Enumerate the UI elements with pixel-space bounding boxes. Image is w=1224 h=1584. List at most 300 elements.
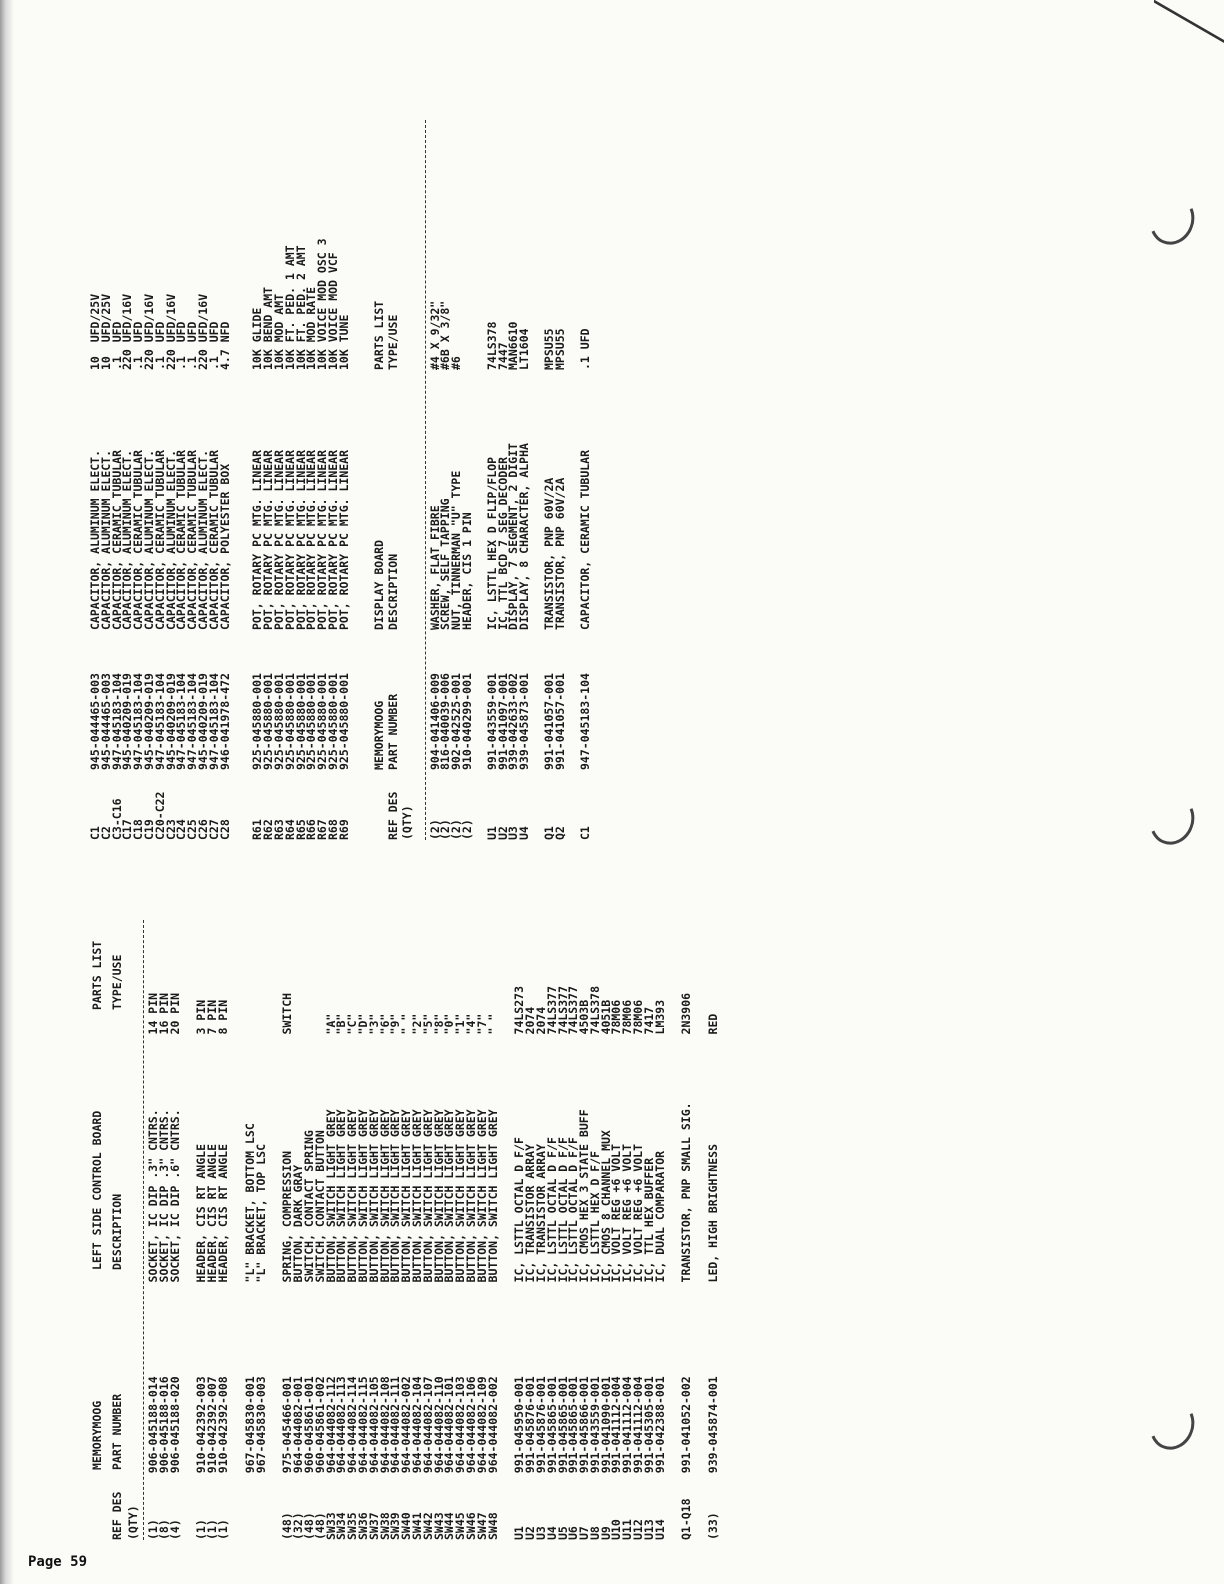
part-number-cell: 964-044082-113 bbox=[334, 1376, 349, 1474]
description-cell: TRANSISTOR, PNP 60V/2A bbox=[552, 477, 567, 630]
type-use-cell: 78M06 bbox=[620, 999, 635, 1035]
type-use-cell: SWITCH bbox=[280, 992, 295, 1035]
part-number-cell: 991-041112-004 bbox=[631, 1376, 646, 1474]
part-number-cell: 967-045830-001 bbox=[242, 1376, 257, 1474]
description-cell: SOCKET, IC DIP .6" CNTRS. bbox=[167, 1109, 182, 1283]
type-use-cell: " " bbox=[485, 1013, 500, 1035]
ref-des-cell: R67 bbox=[315, 819, 330, 840]
description-cell: HEADER, CIS RT ANGLE bbox=[205, 1143, 220, 1283]
description-cell: IC, DUAL COMPARATOR bbox=[652, 1150, 667, 1283]
part-number-cell: 947-045183-104 bbox=[577, 673, 592, 770]
type-use-cell: "D" bbox=[355, 1013, 370, 1035]
description-cell: POT, ROTARY PC MTG. LINEAR bbox=[315, 449, 330, 630]
ref-des-cell: C24 bbox=[174, 819, 189, 840]
description-cell: IC, LSTTL HEX D FLIP/FLOP bbox=[484, 456, 499, 630]
part-number-cell: 991-045876-001 bbox=[533, 1376, 548, 1474]
description-cell: IC, LSTTL OCTAL D F/F bbox=[566, 1137, 581, 1283]
part-number-cell: 964-044082-111 bbox=[388, 1376, 403, 1474]
part-number-cell: 939-042633-002 bbox=[506, 673, 521, 770]
part-number-cell: 991-045305-001 bbox=[641, 1376, 656, 1474]
ref-des-cell: SW44 bbox=[442, 1512, 457, 1540]
part-number-cell: 925-045880-001 bbox=[325, 673, 340, 770]
part-number-cell: 975-045466-001 bbox=[280, 1376, 295, 1474]
ref-des-cell: C27 bbox=[206, 819, 221, 840]
type-use-cell: "3" bbox=[366, 1013, 381, 1035]
part-number-cell: 991-041057-001 bbox=[541, 673, 556, 770]
part-number-cell: 904-041406-009 bbox=[427, 673, 442, 770]
part-number-cell: 991-041112-004 bbox=[609, 1376, 624, 1474]
description-cell: BUTTON, SWITCH LIGHT GREY bbox=[334, 1109, 349, 1283]
type-use-cell: " " bbox=[399, 1013, 414, 1035]
description-cell: SOCKET, IC DIP .3" CNTRS. bbox=[156, 1109, 171, 1283]
ref-des-cell: SW47 bbox=[474, 1512, 489, 1540]
part-number-cell: 947-045183-104 bbox=[185, 673, 200, 770]
part-number-cell: 945-040209-019 bbox=[120, 673, 135, 770]
description-cell: HEADER, CIS RT ANGLE bbox=[215, 1143, 230, 1283]
table-row bbox=[681, 920, 692, 1540]
col-qty-2: (QTY) bbox=[399, 805, 414, 840]
type-use-cell: #6 bbox=[449, 356, 464, 370]
type-use-cell: 14 PIN bbox=[146, 992, 160, 1035]
ref-des-cell: C28 bbox=[217, 819, 232, 840]
description-cell: NUT, TINNERMAN "U" TYPE bbox=[449, 470, 464, 630]
description-cell: SWITCH, CONTACT SPRING bbox=[301, 1130, 316, 1283]
col-type-use-2: TYPE/USE bbox=[385, 314, 400, 370]
part-number-cell: 964-044082-110 bbox=[431, 1376, 446, 1474]
table-row bbox=[217, 120, 232, 840]
part-number-cell: 947-045183-104 bbox=[131, 673, 146, 770]
part-number-cell: 906-045188-020 bbox=[167, 1376, 182, 1474]
ref-des-cell: (1) bbox=[205, 1519, 220, 1540]
ref-des-cell: (48) bbox=[301, 1512, 316, 1540]
type-use-cell: .1 UFD bbox=[131, 321, 146, 370]
ref-des-cell: C23 bbox=[163, 819, 178, 840]
part-number-cell: 946-041978-472 bbox=[217, 673, 232, 770]
description-cell: IC, TRANSISTOR ARRAY bbox=[533, 1143, 548, 1283]
type-use-cell: 74LS377 bbox=[566, 986, 581, 1035]
col-part-number-2: PART NUMBER bbox=[385, 693, 400, 770]
part-number-cell: 991-045866-001 bbox=[577, 1376, 592, 1474]
ref-des-cell: U2 bbox=[523, 1526, 538, 1540]
table-row bbox=[459, 120, 474, 840]
type-use-cell: 10K BEND AMT bbox=[261, 286, 276, 370]
ref-des-cell: R65 bbox=[293, 819, 308, 840]
description-cell: CAPACITOR, CERAMIC TUBULAR bbox=[174, 449, 189, 630]
left-parts-table bbox=[148, 920, 735, 1540]
ref-des-cell: R61 bbox=[250, 819, 265, 840]
part-number-cell: 964-044082-001 bbox=[291, 1376, 306, 1474]
scan-edge-shadow bbox=[0, 0, 14, 1584]
ref-des-cell: SW34 bbox=[334, 1512, 349, 1540]
description-cell: LED, HIGH BRIGHTNESS bbox=[706, 1143, 721, 1283]
description-cell: BUTTON, SWITCH LIGHT GREY bbox=[409, 1109, 424, 1283]
table-row bbox=[485, 920, 500, 1540]
description-cell: IC, TTL HEX BUFFER bbox=[641, 1157, 656, 1283]
type-use-cell: 10K FT. PED. 2 AMT bbox=[293, 245, 308, 370]
description-cell: CAPACITOR, ALUMINUM ELECT. bbox=[195, 449, 210, 630]
description-cell: SCREW, SELF TAPPING bbox=[438, 498, 453, 630]
description-cell: BUTTON, SWITCH LIGHT GREY bbox=[366, 1109, 381, 1283]
ref-des-cell: R68 bbox=[325, 819, 340, 840]
table-row bbox=[253, 920, 268, 1540]
ref-des-cell: (1) bbox=[194, 1519, 209, 1540]
type-use-cell: 7447 bbox=[495, 342, 510, 370]
rotated-content bbox=[90, 100, 1170, 1540]
ref-des-cell: SW39 bbox=[388, 1512, 403, 1540]
part-number-cell: 925-045880-001 bbox=[271, 673, 286, 770]
type-use-cell: 74LS377 bbox=[555, 986, 570, 1035]
pot-table bbox=[252, 120, 349, 840]
type-use-cell: 10K MOD RATE bbox=[304, 286, 319, 370]
type-use-cell: 220 UFD/16V bbox=[163, 293, 178, 370]
col-type-use: TYPE/USE bbox=[110, 954, 124, 1010]
part-number-cell: 910-042392-003 bbox=[194, 1376, 209, 1474]
type-use-cell bbox=[256, 920, 267, 1034]
ref-des-cell: SW37 bbox=[366, 1512, 381, 1540]
part-number-cell: 991-045865-001 bbox=[555, 1376, 570, 1474]
description-cell: SOCKET, IC DIP .3" CNTRS. bbox=[146, 1109, 160, 1283]
ref-des-cell: R63 bbox=[271, 819, 286, 840]
ref-des-cell: SW35 bbox=[345, 1512, 360, 1540]
ref-des-cell: (48) bbox=[280, 1512, 295, 1540]
ref-des-cell: Q1 bbox=[541, 826, 556, 840]
description-cell: IC, CMOS 8 CHANNEL MUX bbox=[598, 1130, 613, 1283]
ref-des-cell: R66 bbox=[304, 819, 319, 840]
header-display-board: DISPLAY BOARD bbox=[371, 539, 386, 630]
header-parts-list: PARTS LIST bbox=[90, 940, 104, 1010]
description-cell: IC, TTL BCD 7 SEG DECODER bbox=[495, 456, 510, 630]
type-use-cell: "A" bbox=[323, 1013, 338, 1035]
description-cell: IC, VOLT REG +6 VOLT bbox=[620, 1143, 635, 1283]
part-number-cell: 991-041097-001 bbox=[495, 673, 510, 770]
type-use-cell: 74LS378 bbox=[484, 321, 499, 370]
type-use-cell: 10K FT. PED. 1 AMT bbox=[282, 245, 297, 370]
type-use-cell: .1 UFD bbox=[109, 321, 124, 370]
type-use-cell: 2N3906 bbox=[679, 992, 694, 1035]
ref-des-cell: U4 bbox=[517, 826, 532, 840]
description-cell: SPRING, COMPRESSION bbox=[280, 1150, 295, 1283]
type-use-cell: 4051B bbox=[598, 999, 613, 1035]
part-number-cell: 925-045880-001 bbox=[250, 673, 265, 770]
part-number-cell: 964-044082-115 bbox=[355, 1376, 370, 1474]
part-number-cell: 964-044082-002 bbox=[485, 1376, 500, 1474]
type-use-cell: .1 UFD bbox=[206, 321, 221, 370]
part-number-cell: 960-045861-002 bbox=[312, 1376, 327, 1474]
type-use-cell: 10K GLIDE bbox=[250, 307, 265, 370]
type-use-cell bbox=[245, 920, 256, 1034]
type-use-cell: "2" bbox=[409, 1013, 424, 1035]
description-cell: BUTTON, SWITCH LIGHT GREY bbox=[431, 1109, 446, 1283]
type-use-cell: "0" bbox=[442, 1013, 457, 1035]
ref-des-cell bbox=[245, 1473, 256, 1540]
description-cell: CAPACITOR, CERAMIC TUBULAR bbox=[131, 449, 146, 630]
description-cell: CAPACITOR, ALUMINUM ELECT. bbox=[141, 449, 156, 630]
page-number: Page 59 bbox=[28, 1554, 88, 1570]
type-use-cell: 220 UFD/16V bbox=[195, 293, 210, 370]
part-number-cell: 964-044082-104 bbox=[409, 1376, 424, 1474]
type-use-cell: 4503B bbox=[577, 999, 592, 1035]
part-number-cell: 902-042525-001 bbox=[449, 673, 464, 770]
description-cell: BUTTON, SWITCH LIGHT GREY bbox=[442, 1109, 457, 1283]
ref-des-cell: SW33 bbox=[323, 1512, 338, 1540]
col-ref-des: REF DES bbox=[110, 1491, 124, 1540]
ref-des-cell: (1) bbox=[146, 1519, 160, 1540]
type-use-cell: "6" bbox=[377, 1013, 392, 1035]
header-memorymoog: MEMORYMOOG bbox=[90, 1400, 104, 1470]
part-number-cell: 945-040209-019 bbox=[195, 673, 210, 770]
ref-des-cell: U2 bbox=[495, 826, 510, 840]
type-use-cell: 74LS378 bbox=[587, 986, 602, 1035]
type-use-cell bbox=[462, 190, 473, 370]
part-number-cell: 964-044082-107 bbox=[420, 1376, 435, 1474]
type-use-cell: 20 PIN bbox=[167, 992, 182, 1035]
part-number-cell: 964-044082-002 bbox=[399, 1376, 414, 1474]
part-number-cell: 910-042392-007 bbox=[205, 1376, 220, 1474]
part-number-cell: 925-045880-001 bbox=[293, 673, 308, 770]
type-use-cell bbox=[304, 920, 315, 1034]
part-number-cell: 967-045830-003 bbox=[253, 1376, 268, 1474]
ref-des-cell: C17 bbox=[120, 819, 135, 840]
description-cell: POT, ROTARY PC MTG. LINEAR bbox=[325, 449, 340, 630]
part-number-cell: 945-040209-019 bbox=[141, 673, 156, 770]
part-number-cell: 925-045880-001 bbox=[304, 673, 319, 770]
ref-des-cell: U9 bbox=[598, 1526, 613, 1540]
ref-des-cell: SW38 bbox=[377, 1512, 392, 1540]
description-cell: BUTTON, SWITCH LIGHT GREY bbox=[463, 1109, 478, 1283]
type-use-cell: 3 PIN bbox=[194, 999, 209, 1035]
ref-des-cell: U10 bbox=[609, 1519, 624, 1540]
display-board-table bbox=[427, 120, 605, 840]
description-cell: CAPACITOR, ALUMINUM ELECT. bbox=[98, 449, 113, 630]
part-number-cell: 906-045188-014 bbox=[146, 1376, 160, 1474]
part-number-cell: 816-040039-006 bbox=[438, 673, 453, 770]
ref-des-cell: SW43 bbox=[431, 1512, 446, 1540]
part-number-cell: 945-040209-019 bbox=[163, 673, 178, 770]
description-cell: POT, ROTARY PC MTG. LINEAR bbox=[304, 449, 319, 630]
type-use-cell: 10K TUNE bbox=[336, 314, 351, 370]
type-use-cell: 16 PIN bbox=[156, 992, 171, 1035]
part-number-cell: 964-044082-114 bbox=[345, 1376, 360, 1474]
part-number-cell: 939-045874-001 bbox=[706, 1376, 721, 1474]
description-cell: IC, LSTTL HEX D F/F bbox=[587, 1150, 602, 1283]
description-cell: BUTTON, SWITCH LIGHT GREY bbox=[399, 1109, 414, 1283]
part-number-cell: 991-041112-004 bbox=[620, 1376, 635, 1474]
type-use-cell: 7 PIN bbox=[205, 999, 220, 1035]
ref-des-cell: C19 bbox=[141, 819, 156, 840]
description-cell: BUTTON, SWITCH LIGHT GREY bbox=[377, 1109, 392, 1283]
part-number-cell: 925-045880-001 bbox=[336, 673, 351, 770]
ref-des-cell: SW48 bbox=[485, 1512, 500, 1540]
col-ref-des-2: REF DES bbox=[385, 791, 400, 840]
part-number-cell: 964-044082-109 bbox=[474, 1376, 489, 1474]
description-cell: BUTTON, SWITCH LIGHT GREY bbox=[474, 1109, 489, 1283]
ref-des-cell: R64 bbox=[282, 819, 297, 840]
ref-des-cell: (48) bbox=[312, 1512, 327, 1540]
part-number-cell: 939-045873-001 bbox=[517, 673, 532, 770]
table-row bbox=[708, 920, 719, 1540]
type-use-cell: "1" bbox=[453, 1013, 468, 1035]
part-number-cell: 925-045880-001 bbox=[261, 673, 276, 770]
type-use-cell: #4 X 9/32" bbox=[427, 300, 442, 370]
description-cell: BUTTON, SWITCH LIGHT GREY bbox=[345, 1109, 360, 1283]
type-use-cell: 74LS273 bbox=[512, 986, 527, 1035]
type-use-cell: #6B X 3/8" bbox=[438, 300, 453, 370]
type-use-cell: 4.7 NFD bbox=[217, 321, 232, 370]
description-cell: SWITCH, CONTACT BUTTON bbox=[312, 1130, 327, 1283]
ref-des-cell: R62 bbox=[261, 819, 276, 840]
type-use-cell: MPSU55 bbox=[552, 328, 567, 370]
ref-des-cell: U1 bbox=[484, 826, 499, 840]
type-use-cell: 220 UFD/16V bbox=[120, 293, 135, 370]
part-number-cell: 947-045183-104 bbox=[152, 673, 167, 770]
ref-des-cell: U1 bbox=[512, 1526, 527, 1540]
type-use-cell: 10K VOICE MOD VCF bbox=[325, 252, 340, 370]
description-cell: POT, ROTARY PC MTG. LINEAR bbox=[282, 449, 297, 630]
ref-des-cell: (2) bbox=[449, 819, 464, 840]
description-cell: BUTTON, DARK GRAY bbox=[291, 1164, 306, 1283]
left-side-control-board-section bbox=[90, 920, 735, 1540]
description-cell: TRANSISTOR, PNP SMALL SIG. bbox=[679, 1102, 694, 1283]
ref-des-cell: C1 bbox=[88, 826, 102, 840]
ref-des-cell: U12 bbox=[631, 1519, 646, 1540]
ref-des-cell: (33) bbox=[706, 1512, 721, 1540]
ref-des-cell: SW45 bbox=[453, 1512, 468, 1540]
description-cell: BUTTON, SWITCH LIGHT GREY bbox=[323, 1109, 338, 1283]
description-cell: IC, LSTTL OCTAL D F/F bbox=[512, 1137, 527, 1283]
description-cell: POT, ROTARY PC MTG. LINEAR bbox=[293, 449, 308, 630]
type-use-cell: .1 UFD bbox=[152, 321, 167, 370]
description-cell: CAPACITOR, CERAMIC TUBULAR bbox=[152, 449, 167, 630]
description-cell: POT, ROTARY PC MTG. LINEAR bbox=[250, 449, 265, 630]
description-cell: DISPLAY, 8 CHARACTER, ALPHA bbox=[517, 443, 532, 630]
ref-des-cell: SW40 bbox=[399, 1512, 414, 1540]
description-cell: IC, CMOS HEX 3 STATE BUFF bbox=[577, 1109, 592, 1283]
description-cell: IC, VOLT REG +6 VOLT bbox=[631, 1143, 646, 1283]
type-use-cell: 220 UFD/16V bbox=[141, 293, 156, 370]
corner-fold bbox=[1154, 0, 1224, 43]
type-use-cell: LM393 bbox=[652, 999, 667, 1035]
type-use-cell: MAN6610 bbox=[506, 321, 521, 370]
right-parts-section bbox=[90, 120, 604, 840]
display-board-header bbox=[372, 120, 422, 840]
part-number-cell: 964-044082-108 bbox=[377, 1376, 392, 1474]
table-row bbox=[652, 920, 667, 1540]
description-cell: WASHER, FLAT FIBRE bbox=[427, 505, 442, 630]
type-use-cell: 10 UFD/25V bbox=[98, 293, 113, 370]
description-cell: POT, ROTARY PC MTG. LINEAR bbox=[336, 449, 351, 630]
description-cell: CAPACITOR, CERAMIC TUBULAR bbox=[185, 449, 200, 630]
ref-des-cell: U13 bbox=[641, 1519, 656, 1540]
part-number-cell: 960-045861-001 bbox=[301, 1376, 316, 1474]
ref-des-cell: (2) bbox=[427, 819, 442, 840]
part-number-cell: 964-044082-106 bbox=[463, 1376, 478, 1474]
ref-des-cell: U4 bbox=[544, 1526, 559, 1540]
description-cell: BUTTON, SWITCH LIGHT GREY bbox=[453, 1109, 468, 1283]
ref-des-cell: U14 bbox=[652, 1519, 667, 1540]
ref-des-cell: R69 bbox=[336, 819, 351, 840]
part-number-cell: 945-044465-003 bbox=[98, 673, 113, 770]
col-description: DESCRIPTION bbox=[110, 1193, 124, 1270]
ref-des-cell: C2 bbox=[98, 826, 113, 840]
type-use-cell: 78M06 bbox=[609, 999, 624, 1035]
description-cell: "L" BRACKET, BOTTOM LSC bbox=[242, 1123, 257, 1283]
type-use-cell: .1 UFD bbox=[174, 321, 189, 370]
part-number-cell: 991-041057-001 bbox=[552, 673, 567, 770]
ref-des-cell: C18 bbox=[131, 819, 146, 840]
ref-des-cell: SW36 bbox=[355, 1512, 370, 1540]
ref-des-cell bbox=[256, 1473, 267, 1540]
part-number-cell: 991-041052-002 bbox=[679, 1376, 694, 1474]
part-number-cell: 910-042392-008 bbox=[215, 1376, 230, 1474]
part-number-cell: 991-043559-001 bbox=[587, 1376, 602, 1474]
part-number-cell: 991-045865-001 bbox=[566, 1376, 581, 1474]
divider-2 bbox=[425, 120, 426, 840]
part-number-cell: 991-041090-001 bbox=[598, 1376, 613, 1474]
type-use-cell: "8" bbox=[431, 1013, 446, 1035]
table-row bbox=[552, 120, 567, 840]
type-use-cell bbox=[293, 920, 304, 1034]
part-number-cell: 925-045880-001 bbox=[282, 673, 297, 770]
part-number-cell: 925-045880-001 bbox=[315, 673, 330, 770]
description-cell: TRANSISTOR, PNP 60V/2A bbox=[541, 477, 556, 630]
description-cell: CAPACITOR, CERAMIC TUBULAR bbox=[577, 449, 592, 630]
type-use-cell: 10K VOICE MOD OSC 3 bbox=[315, 238, 330, 370]
divider bbox=[143, 920, 144, 1540]
type-use-cell: 78M06 bbox=[631, 999, 646, 1035]
description-cell: BUTTON, SWITCH LIGHT GREY bbox=[388, 1109, 403, 1283]
ref-des-cell: U3 bbox=[533, 1526, 548, 1540]
ref-des-cell: (8) bbox=[156, 1519, 171, 1540]
type-use-cell: 10K MOD AMT bbox=[271, 293, 286, 370]
description-cell: BUTTON, SWITCH LIGHT GREY bbox=[485, 1109, 500, 1283]
type-use-cell: 7417 bbox=[641, 1006, 656, 1035]
type-use-cell: "B" bbox=[334, 1013, 349, 1035]
ref-des-cell: U6 bbox=[566, 1526, 581, 1540]
type-use-cell: 10 UFD/25V bbox=[88, 293, 102, 370]
part-number-cell: 964-044082-112 bbox=[323, 1376, 338, 1474]
description-cell: CAPACITOR, CERAMIC TUBULAR bbox=[109, 449, 124, 630]
description-cell: IC, LSTTL OCTAL D F/F bbox=[544, 1137, 559, 1283]
header-parts-list-2: PARTS LIST bbox=[371, 300, 386, 370]
ref-des-cell: (32) bbox=[291, 1512, 306, 1540]
part-number-cell: 964-044082-101 bbox=[442, 1376, 457, 1474]
part-number-cell: 945-044465-003 bbox=[88, 673, 102, 770]
table-row bbox=[167, 920, 182, 1540]
ref-des-cell: (2) bbox=[438, 819, 453, 840]
col-description-2: DESCRIPTION bbox=[385, 553, 400, 630]
header-board-title: LEFT SIDE CONTROL BOARD bbox=[90, 1110, 104, 1270]
table-row bbox=[577, 120, 592, 840]
description-cell: IC, LSTTL OCTAL D F/F bbox=[555, 1137, 570, 1283]
part-number-cell: 991-042388-001 bbox=[652, 1376, 667, 1474]
ref-des-cell: C3-C16 bbox=[109, 798, 124, 840]
description-cell: BUTTON, SWITCH LIGHT GREY bbox=[355, 1109, 370, 1283]
ref-des-cell: U8 bbox=[587, 1526, 602, 1540]
part-number-cell: 947-045183-104 bbox=[174, 673, 189, 770]
description-cell: IC, VOLT REG +6 VOLT bbox=[609, 1143, 624, 1283]
header-memorymoog-2: MEMORYMOOG bbox=[371, 700, 386, 770]
ref-des-cell: U7 bbox=[577, 1526, 592, 1540]
ref-des-cell: SW42 bbox=[420, 1512, 435, 1540]
part-number-cell: 910-040299-001 bbox=[459, 673, 474, 770]
type-use-cell: 2074 bbox=[523, 1006, 538, 1035]
type-use-cell: .1 UFD bbox=[185, 321, 200, 370]
ref-des-cell: U5 bbox=[555, 1526, 570, 1540]
type-use-cell: "C" bbox=[345, 1013, 360, 1035]
description-cell: "L" BRACKET, TOP LSC bbox=[253, 1143, 268, 1283]
ref-des-cell: C1 bbox=[577, 826, 592, 840]
part-number-cell: 964-044082-105 bbox=[366, 1376, 381, 1474]
